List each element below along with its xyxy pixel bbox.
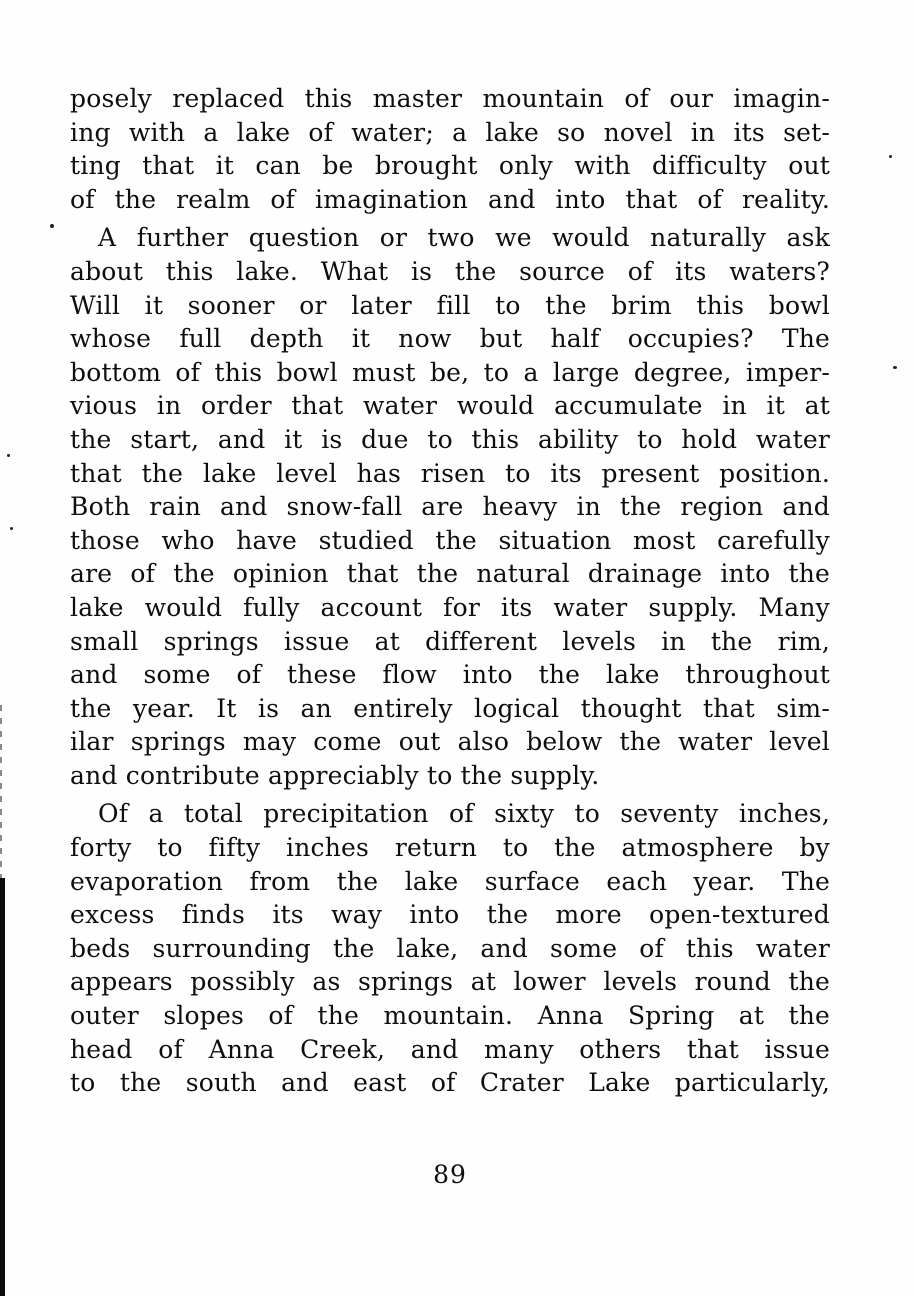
text-line: appears possibly as springs at lower levels round the bbox=[70, 967, 830, 997]
scan-speck bbox=[50, 224, 54, 228]
scan-edge-bar bbox=[0, 878, 5, 1296]
text-line: bottom of this bowl must be, to a large degree, imper- bbox=[70, 357, 830, 387]
text-line: head of Anna Creek, and many others that issue bbox=[70, 1034, 830, 1064]
text-line: beds surrounding the lake, and some of this water bbox=[70, 933, 830, 963]
scan-speck bbox=[7, 454, 10, 457]
text-line: ting that it can be brought only with difficulty out bbox=[70, 151, 830, 181]
page-number: 89 bbox=[433, 1160, 467, 1189]
scan-speck bbox=[10, 527, 13, 530]
text-line: forty to fifty inches return to the atmosphere by bbox=[70, 833, 830, 863]
text-line: and contribute appreciably to the supply. bbox=[70, 760, 600, 790]
text-line: and some of these flow into the lake throughout bbox=[70, 660, 830, 690]
paragraph bbox=[70, 82, 830, 216]
text-line: the start, and it is due to this ability to hold water bbox=[70, 424, 830, 454]
page-text bbox=[70, 82, 830, 1100]
text-line: vious in order that water would accumulate in it at bbox=[70, 391, 830, 421]
text-line: are of the opinion that the natural drainage into the bbox=[70, 559, 830, 589]
paragraph bbox=[70, 221, 830, 792]
text-line: of the realm of imagination and into that of reality. bbox=[70, 184, 830, 214]
text-line: Will it sooner or later fill to the brim this bowl bbox=[70, 290, 830, 320]
text-line: A further question or two we would naturally ask bbox=[98, 223, 830, 253]
text-line: evaporation from the lake surface each year. The bbox=[70, 866, 830, 896]
scan-speck bbox=[893, 366, 897, 369]
text-line: small springs issue at different levels in the rim, bbox=[70, 626, 830, 656]
text-line: lake would fully account for its water supply. Many bbox=[70, 592, 830, 622]
text-line: Of a total precipitation of sixty to seventy inches, bbox=[98, 799, 830, 829]
text-line: ing with a lake of water; a lake so novel in its set- bbox=[70, 117, 830, 147]
scan-edge-streak bbox=[0, 705, 2, 880]
text-line: Both rain and snow-fall are heavy in the region and bbox=[70, 492, 830, 522]
scan-speck bbox=[889, 155, 892, 158]
text-line: ilar springs may come out also below the water level bbox=[70, 727, 830, 757]
text-line: those who have studied the situation most carefully bbox=[70, 525, 830, 555]
text-line: to the south and east of Crater Lake particularly, bbox=[70, 1068, 830, 1098]
text-line: posely replaced this master mountain of our imagin- bbox=[70, 84, 830, 113]
text-line: outer slopes of the mountain. Anna Spring at the bbox=[70, 1001, 830, 1031]
text-line: that the lake level has risen to its present position. bbox=[70, 458, 830, 488]
text-line: about this lake. What is the source of its waters? bbox=[70, 256, 830, 286]
text-line: whose full depth it now but half occupies? The bbox=[70, 324, 830, 354]
paragraph bbox=[70, 797, 830, 1099]
text-line: excess finds its way into the more open-textured bbox=[70, 900, 830, 930]
text-line: the year. It is an entirely logical thought that sim- bbox=[70, 693, 830, 723]
